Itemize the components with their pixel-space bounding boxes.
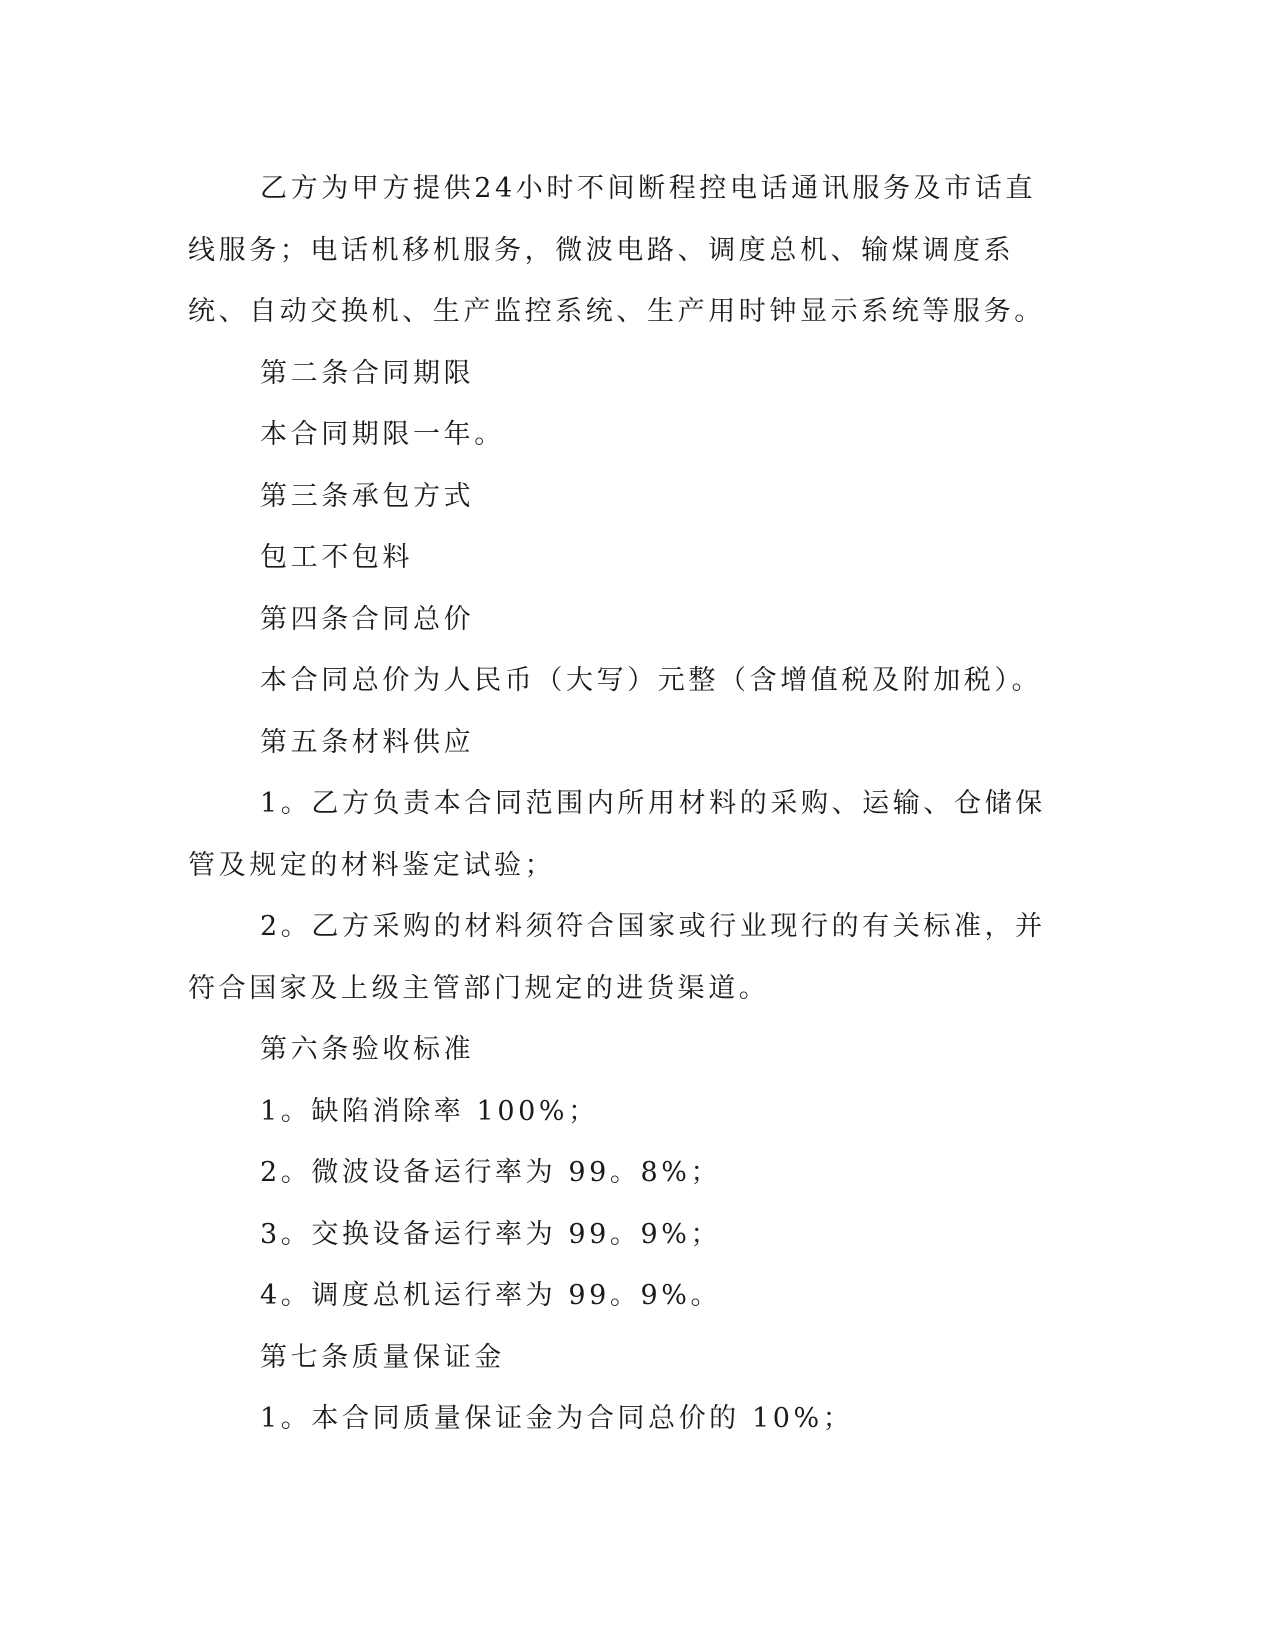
paragraph-acceptance-item-4: 4。调度总机运行率为 99。9%。 (260, 1280, 722, 1311)
heading-article-7: 第七条质量保证金 (260, 1341, 505, 1373)
heading-article-4: 第四条合同总价 (260, 603, 475, 635)
paragraph-deposit-item-1: 1。本合同质量保证金为合同总价的 10%； (260, 1403, 854, 1434)
heading-article-3: 第三条承包方式 (260, 480, 475, 512)
paragraph-acceptance-item-3: 3。交换设备运行率为 99。9%； (260, 1218, 722, 1250)
paragraph-material-item-2: 2。乙方采购的材料须符合国家或行业现行的有关标准，并符合国家及上级主管部门规定的进货渠道。 (188, 911, 1046, 1004)
heading-article-6: 第六条验收标准 (260, 1034, 475, 1065)
paragraph-service-scope: 乙方为甲方提供24小时不间断程控电话通讯服务及市话直线服务；电话机移机服务，微波电路、调度总机、输煤调度系统、自动交换机、生产监控系统、生产用时钟显示系统等服务。 (188, 173, 1045, 327)
paragraph-total-price: 本合同总价为人民币（大写）元整（含增值税及附加税）。 (260, 665, 1043, 696)
paragraph-contract-method: 包工不包料 (260, 542, 413, 573)
document-body (188, 158, 1054, 1450)
paragraph-acceptance-item-2: 2。微波设备运行率为 99。8%； (260, 1157, 722, 1188)
paragraph-material-item-1: 1。乙方负责本合同范围内所用材料的采购、运输、仓储保管及规定的材料鉴定试验； (188, 788, 1046, 881)
heading-article-5: 第五条材料供应 (260, 726, 475, 758)
heading-article-2: 第二条合同期限 (260, 357, 475, 389)
paragraph-term: 本合同期限一年。 (260, 419, 505, 450)
paragraph-acceptance-item-1: 1。缺陷消除率 100%； (260, 1095, 599, 1127)
